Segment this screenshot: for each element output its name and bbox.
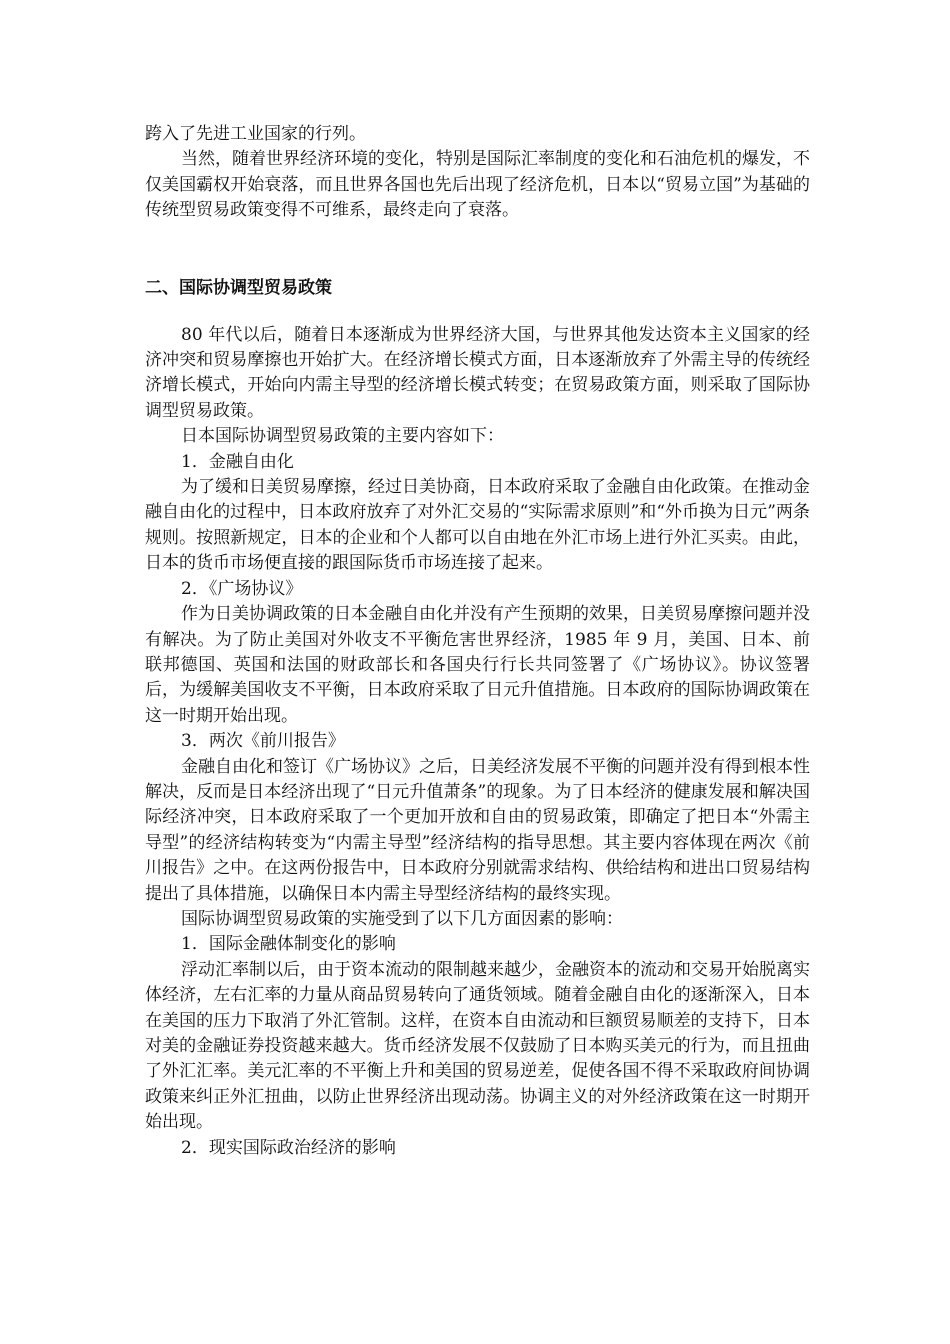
spacer (145, 301, 810, 323)
paragraph: 浮动汇率制以后，由于资本流动的限制越来越少，金融资本的流动和交易开始脱离实体经济，左右汇率的力量从商品贸易转向了通货领域。随着金融自由化的逐渐深入，日本在美国的压力下取消了外汇管制。这样，在资本自由流动和巨额贸易顺差的支持下，日本对美的金融证券投资越来越大。货币经济发展不仅鼓励了日本购买美元的行为，而且扭曲了外汇汇率。美元汇率的不平衡上升和美国的贸易逆差，促使各国不得不采取政府间协调政策来纠正外汇扭曲，以防止世界经济出现动荡。协调主义的对外经济政策在这一时期开始出现。 (145, 959, 810, 1133)
document-body (145, 122, 810, 1161)
paragraph: 作为日美协调政策的日本金融自由化并没有产生预期的效果，日美贸易摩擦问题并没有解决。为了防止美国对外收支不平衡危害世界经济，1985 年 9 月，美国、日本、前联邦德国、英国和法国的财政部长和各国央行行长共同签署了《广场协议》。协议签署后，为缓解美国收支不平衡，日本政府采取了日元升值措施。日本政府的国际协调政策在这一时期开始出现。 (145, 604, 810, 726)
subheading: 1．国际金融体制变化的影响 (181, 934, 396, 955)
subheading: 2．《广场协议》 (181, 578, 303, 599)
section-heading: 二、国际协调型贸易政策 (145, 277, 332, 298)
paragraph: 日本国际协调型贸易政策的主要内容如下： (181, 426, 504, 447)
paragraph: 为了缓和日美贸易摩擦，经过日美协商，日本政府采取了金融自由化政策。在推动金融自由化的过程中，日本政府放弃了对外汇交易的“实际需求原则”和“外币换为日元”两条规则。按照新规定，日本的企业和个人都可以自由地在外汇市场上进行外汇买卖。由此，日本的货币市场便直接的跟国际货币市场连接了起来。 (145, 477, 810, 574)
paragraph: 国际协调型贸易政策的实施受到了以下几方面因素的影响： (181, 908, 623, 929)
paragraph: 当然，随着世界经济环境的变化，特别是国际汇率制度的变化和石油危机的爆发，不仅美国霸权开始衰落，而且世界各国也先后出现了经济危机，日本以“贸易立国”为基础的传统型贸易政策变得不可维系，最终走向了衰落。 (145, 149, 810, 221)
subheading: 2．现实国际政治经济的影响 (181, 1137, 396, 1158)
paragraph: 跨入了先进工业国家的行列。 (145, 124, 366, 144)
paragraph: 金融自由化和签订《广场协议》之后，日美经济发展不平衡的问题并没有得到根本性解决，反而是日本经济出现了“日元升值萧条”的现象。为了日本经济的健康发展和解决国际经济冲突，日本政府采取了一个更加开放和自由的贸易政策，即确定了把日本“外需主导型”的经济结构转变为“内需主导型”经济结构的指导思想。其主要内容体现在两次《前川报告》之中。在这两份报告中，日本政府分别就需求结构、供给结构和进出口贸易结构提出了具体措施，以确保日本内需主导型经济结构的最终实现。 (145, 756, 810, 904)
paragraph: 80 年代以后，随着日本逐渐成为世界经济大国，与世界其他发达资本主义国家的经济冲突和贸易摩擦也开始扩大。在经济增长模式方面，日本逐渐放弃了外需主导的传统经济增长模式，开始向内需主导型的经济增长模式转变；在贸易政策方面，则采取了国际协调型贸易政策。 (145, 324, 810, 421)
subheading: 1．金融自由化 (181, 451, 294, 472)
subheading: 3．两次《前川报告》 (181, 731, 345, 752)
spacer (145, 224, 810, 276)
